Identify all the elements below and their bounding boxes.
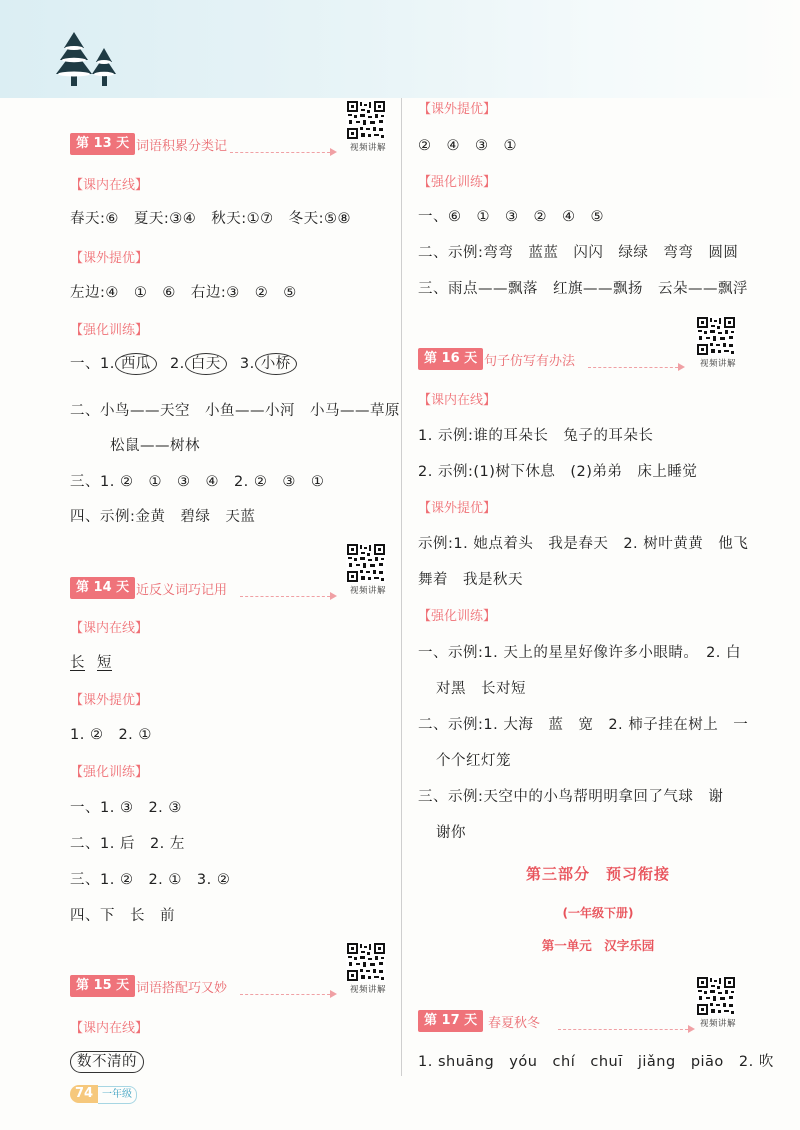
part3-title: 第三部分 预习衔接	[525, 865, 670, 883]
pinyin-word: chí	[552, 1054, 576, 1070]
day16-line-2: 2. 示例:(1)树下休息 (2)弟弟 床上睡觉	[418, 464, 698, 480]
day14-line-words	[70, 651, 112, 672]
day13-line-circled	[70, 352, 297, 375]
day15-title: 词语搭配巧又妙	[136, 981, 228, 996]
day15-tag-extra: 【课外提优】	[418, 102, 497, 117]
day16-tag-in-class: 【课内在线】	[418, 393, 497, 408]
day16-line-10: 谢你	[436, 825, 466, 841]
day16-line-8: 个个红灯笼	[436, 753, 511, 769]
day13-header	[70, 133, 340, 155]
day17-header	[418, 1010, 688, 1032]
day17-title: 春夏秋冬	[488, 1016, 541, 1031]
snow-trees-icon	[52, 30, 124, 92]
qr-label: 视频讲解	[699, 1019, 736, 1029]
day16-line-7: 二、示例:1. 大海 蓝 宽 2. 柿子挂在树上 一	[418, 717, 749, 733]
day13-qr-code[interactable]	[346, 100, 390, 153]
pinyin-word: chuī	[590, 1054, 623, 1070]
item-number: 2.	[169, 356, 185, 372]
day13-line-match: 二、小鸟——天空 小鱼——小河 小马——草原	[70, 403, 400, 419]
qr-label: 视频讲解	[349, 985, 386, 995]
page-number: 74	[70, 1085, 98, 1103]
day17-line-pinyin	[418, 1050, 774, 1071]
day16-line-9: 三、示例:天空中的小鸟帮明明拿回了气球 谢	[418, 789, 724, 805]
day14-line-2: 二、1. 后 2. 左	[70, 836, 185, 852]
qr-label: 视频讲解	[349, 586, 386, 596]
day16-line-4: 舞着 我是秋天	[418, 572, 523, 588]
underlined-word: 短	[97, 655, 112, 671]
day15-line-t1: 一、⑥ ① ③ ② ④ ⑤	[418, 209, 604, 225]
day14-line-extra: 1. ② 2. ①	[70, 727, 152, 743]
day13-line-order: 三、1. ② ① ③ ④ 2. ② ③ ①	[70, 474, 325, 490]
circled-word: 白天	[185, 353, 227, 375]
day16-title: 句子仿写有办法	[484, 354, 576, 369]
day16-tag-training: 【强化训练】	[418, 609, 497, 624]
item-number: 2. 吹	[738, 1054, 774, 1070]
day14-tag-in-class: 【课内在线】	[70, 621, 149, 636]
day13-line-sides: 左边:④ ① ⑥ 右边:③ ② ⑤	[70, 285, 297, 301]
grade-label: 一年级	[98, 1086, 137, 1104]
pinyin-word: shuāng	[437, 1054, 495, 1070]
part3-unit: 第一单元 汉字乐园	[541, 938, 655, 953]
day15-line-t3: 三、雨点——飘落 红旗——飘扬 云朵——飘浮	[418, 281, 748, 297]
day16-badge: 第 16 天	[418, 348, 483, 370]
day14-line-4: 四、下 长 前	[70, 908, 175, 924]
day16-qr-code[interactable]	[696, 316, 740, 369]
day15-line-1	[70, 1051, 144, 1073]
day15-badge: 第 15 天	[70, 975, 135, 997]
pinyin-word: yóu	[509, 1054, 538, 1070]
qr-label: 视频讲解	[349, 143, 386, 153]
day15-line-extra: ② ④ ③ ①	[418, 138, 517, 154]
day15-qr-code[interactable]	[346, 942, 390, 995]
day14-line-1: 一、1. ③ 2. ③	[70, 800, 182, 816]
item-number: 1.	[418, 1054, 433, 1070]
day14-header	[70, 577, 340, 599]
pinyin-word: jiǎng	[637, 1054, 676, 1070]
day13-line-match-cont: 松鼠——树林	[110, 438, 200, 454]
day13-title: 词语积累分类记	[136, 139, 228, 154]
day14-badge: 第 14 天	[70, 577, 135, 599]
day16-line-5: 一、示例:1. 天上的星星好像许多小眼睛。 2. 白	[418, 645, 742, 661]
circled-word: 西瓜	[115, 353, 157, 375]
pinyin-word: piāo	[690, 1054, 724, 1070]
day16-line-6: 对黑 长对短	[436, 681, 526, 697]
day15-line-t2: 二、示例:弯弯 蓝蓝 闪闪 绿绿 弯弯 圆圆	[418, 245, 739, 261]
day16-line-1: 1. 示例:谁的耳朵长 兔子的耳朵长	[418, 428, 654, 444]
qr-label: 视频讲解	[699, 359, 736, 369]
day15-header	[70, 975, 340, 997]
day14-tag-extra: 【课外提优】	[70, 693, 149, 708]
day13-tag-extra: 【课外提优】	[70, 251, 149, 266]
day14-title: 近反义词巧记用	[136, 583, 228, 598]
day15-tag-in-class: 【课内在线】	[70, 1021, 149, 1036]
circled-word: 数不清的	[70, 1051, 144, 1073]
item-number: 一、1.	[70, 356, 115, 372]
day16-tag-extra: 【课外提优】	[418, 501, 497, 516]
day14-line-3: 三、1. ② 2. ① 3. ②	[70, 872, 231, 888]
day13-line-colors: 四、示例:金黄 碧绿 天蓝	[70, 509, 256, 525]
item-number: 3.	[239, 356, 255, 372]
day14-qr-code[interactable]	[346, 543, 390, 596]
day13-tag-training: 【强化训练】	[70, 323, 149, 338]
day17-badge: 第 17 天	[418, 1010, 483, 1032]
circled-word: 小桥	[255, 353, 297, 375]
day16-line-3: 示例:1. 她点着头 我是春天 2. 树叶黄黄 他飞	[418, 536, 749, 552]
day16-header	[418, 348, 688, 370]
day15-tag-training: 【强化训练】	[418, 175, 497, 190]
day13-tag-in-class: 【课内在线】	[70, 178, 149, 193]
day17-qr-code[interactable]	[696, 976, 740, 1029]
underlined-word: 长	[70, 655, 85, 671]
day14-tag-training: 【强化训练】	[70, 765, 149, 780]
part3-subtitle: (一年级下册)	[562, 906, 634, 920]
day13-badge: 第 13 天	[70, 133, 135, 155]
page-number-badge	[70, 1085, 140, 1103]
day13-line-seasons: 春天:⑥ 夏天:③④ 秋天:①⑦ 冬天:⑤⑧	[70, 211, 352, 227]
column-divider	[401, 98, 402, 1076]
